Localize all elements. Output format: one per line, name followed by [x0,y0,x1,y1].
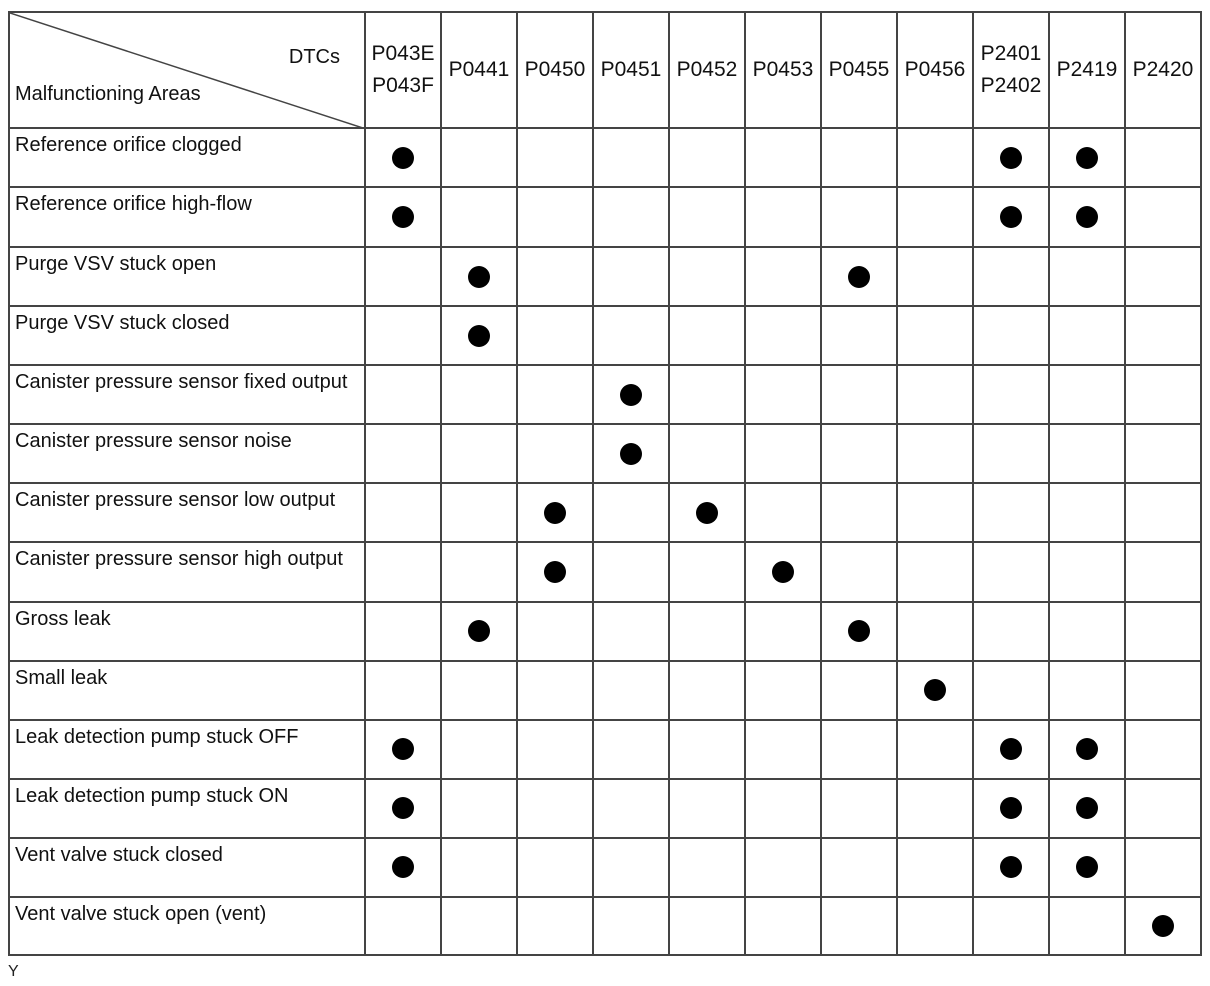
dtc-mark-cell [1049,897,1125,955]
dtc-mark-cell [593,542,669,601]
dtc-mark-cell [973,602,1049,661]
table-body [9,128,1201,955]
dtc-mark-cell [897,483,973,542]
dtc-mark-cell [365,720,441,779]
table-row [9,602,1201,661]
dtc-mark-cell [365,542,441,601]
table-row [9,897,1201,955]
dtc-mark-cell [365,306,441,365]
table-row [9,838,1201,897]
dtc-mark-cell [821,838,897,897]
dtc-mark-cell [441,661,517,720]
table-row [9,187,1201,247]
applicable-dot-icon [468,325,490,347]
dtc-mark-cell [821,247,897,306]
dtc-matrix-table [8,11,1202,956]
dtc-mark-cell [593,661,669,720]
dtc-code-header [745,12,821,128]
applicable-dot-icon [1076,206,1098,228]
dtc-mark-cell [593,424,669,483]
applicable-dot-icon [1152,915,1174,937]
dtc-mark-cell [593,247,669,306]
applicable-dot-icon [468,620,490,642]
dtc-mark-cell [1125,128,1201,187]
dtc-mark-cell [669,838,745,897]
dtc-mark-cell [973,365,1049,424]
dtc-code-label: P0453 [752,58,814,81]
dtc-mark-cell [821,483,897,542]
dtc-mark-cell [1125,187,1201,247]
dtc-mark-cell [517,542,593,601]
dtc-mark-cell [593,602,669,661]
dtc-mark-cell [1049,365,1125,424]
dtc-mark-cell [897,365,973,424]
table-row [9,128,1201,187]
malfunction-area-cell: Vent valve stuck closed [9,838,365,897]
dtc-mark-cell [973,720,1049,779]
malfunction-area-cell: Purge VSV stuck closed [9,306,365,365]
dtc-mark-cell [517,247,593,306]
malfunction-area-cell: Gross leak [9,602,365,661]
dtc-mark-cell [821,128,897,187]
dtc-mark-cell [593,483,669,542]
dtc-mark-cell [517,483,593,542]
applicable-dot-icon [772,561,794,583]
dtc-code-label: P043E [371,42,435,65]
malfunction-area-cell: Small leak [9,661,365,720]
dtc-mark-cell [593,365,669,424]
dtc-mark-cell [973,187,1049,247]
dtc-mark-cell [593,720,669,779]
dtc-mark-cell [745,838,821,897]
applicable-dot-icon [1000,147,1022,169]
dtc-mark-cell [669,720,745,779]
dtc-mark-cell [1049,306,1125,365]
applicable-dot-icon [696,502,718,524]
dtc-mark-cell [1049,483,1125,542]
dtc-mark-cell [1125,897,1201,955]
dtc-mark-cell [973,424,1049,483]
dtc-code-label: P0456 [904,58,966,81]
dtc-mark-cell [745,128,821,187]
malfunction-area-cell: Reference orifice high-flow [9,187,365,247]
dtc-mark-cell [1125,306,1201,365]
dtc-mark-cell [1125,838,1201,897]
dtc-mark-cell [1125,779,1201,838]
dtc-mark-cell [821,720,897,779]
dtc-mark-cell [745,602,821,661]
dtc-mark-cell [669,483,745,542]
dtc-mark-cell [669,542,745,601]
dtc-mark-cell [365,661,441,720]
dtc-mark-cell [973,838,1049,897]
table-row [9,720,1201,779]
dtc-mark-cell [517,424,593,483]
figure-code: Y [8,963,19,980]
dtc-code-label: P0450 [524,58,586,81]
dtc-mark-cell [973,483,1049,542]
malfunctioning-areas-label: Malfunctioning Areas [15,83,201,105]
applicable-dot-icon [544,502,566,524]
table-row [9,542,1201,601]
dtc-mark-cell [365,365,441,424]
dtc-code-label: P0452 [676,58,738,81]
dtc-code-header [669,12,745,128]
dtc-mark-cell [897,661,973,720]
dtc-code-header [1049,12,1125,128]
dtc-mark-cell [365,838,441,897]
malfunction-area-cell: Canister pressure sensor fixed output [9,365,365,424]
dtc-mark-cell [517,661,593,720]
dtc-mark-cell [1125,424,1201,483]
dtcs-label: DTCs [288,46,340,68]
dtc-code-label: P2401 [980,42,1042,65]
dtc-mark-cell [745,720,821,779]
dtc-mark-cell [745,897,821,955]
dtc-code-label: P0451 [600,58,662,81]
dtc-mark-cell [745,247,821,306]
dtc-mark-cell [365,424,441,483]
applicable-dot-icon [620,443,642,465]
header-row [9,12,1201,128]
dtc-mark-cell [897,187,973,247]
table-row [9,483,1201,542]
dtc-mark-cell [441,365,517,424]
dtc-mark-cell [1125,365,1201,424]
diagonal-divider [10,13,366,129]
dtc-mark-cell [669,128,745,187]
dtc-mark-cell [517,838,593,897]
applicable-dot-icon [848,266,870,288]
dtc-mark-cell [1049,247,1125,306]
header-corner-cell [9,12,365,128]
dtc-mark-cell [365,247,441,306]
dtc-code-header [593,12,669,128]
dtc-mark-cell [669,365,745,424]
dtc-mark-cell [365,602,441,661]
dtc-mark-cell [973,247,1049,306]
dtc-mark-cell [1125,602,1201,661]
applicable-dot-icon [392,797,414,819]
dtc-mark-cell [441,720,517,779]
dtc-mark-cell [1049,542,1125,601]
malfunction-area-cell: Purge VSV stuck open [9,247,365,306]
applicable-dot-icon [1000,206,1022,228]
dtc-code-label: P043F [372,74,434,97]
malfunction-area-cell: Canister pressure sensor low output [9,483,365,542]
dtc-mark-cell [821,306,897,365]
table-row [9,306,1201,365]
dtc-mark-cell [897,720,973,779]
dtc-mark-cell [441,542,517,601]
dtc-mark-cell [669,602,745,661]
applicable-dot-icon [392,147,414,169]
dtc-mark-cell [1125,720,1201,779]
dtc-mark-cell [821,542,897,601]
dtc-mark-cell [897,306,973,365]
dtc-mark-cell [897,838,973,897]
malfunction-area-cell: Leak detection pump stuck OFF [9,720,365,779]
applicable-dot-icon [1000,738,1022,760]
applicable-dot-icon [392,206,414,228]
malfunction-area-cell: Canister pressure sensor high output [9,542,365,601]
dtc-code-label: P2402 [980,74,1042,97]
dtc-mark-cell [973,542,1049,601]
dtc-mark-cell [745,306,821,365]
dtc-code-header [897,12,973,128]
dtc-mark-cell [517,602,593,661]
dtc-mark-cell [517,779,593,838]
dtc-mark-cell [517,720,593,779]
dtc-mark-cell [441,187,517,247]
dtc-mark-cell [821,365,897,424]
dtc-mark-cell [365,897,441,955]
dtc-mark-cell [441,838,517,897]
malfunction-area-cell: Reference orifice clogged [9,128,365,187]
dtc-mark-cell [745,365,821,424]
dtc-mark-cell [669,661,745,720]
dtc-mark-cell [821,187,897,247]
table-row [9,424,1201,483]
applicable-dot-icon [392,738,414,760]
dtc-mark-cell [593,187,669,247]
dtc-mark-cell [897,424,973,483]
dtc-code-label: P2420 [1132,58,1194,81]
dtc-mark-cell [669,247,745,306]
dtc-mark-cell [1125,661,1201,720]
dtc-mark-cell [593,779,669,838]
dtc-mark-cell [897,542,973,601]
dtc-mark-cell [669,187,745,247]
dtc-code-label: P2419 [1056,58,1118,81]
applicable-dot-icon [1076,147,1098,169]
dtc-mark-cell [1125,483,1201,542]
dtc-mark-cell [745,542,821,601]
dtc-mark-cell [1049,128,1125,187]
malfunction-area-cell: Vent valve stuck open (vent) [9,897,365,955]
dtc-code-label: P0455 [828,58,890,81]
dtc-mark-cell [745,483,821,542]
dtc-mark-cell [441,247,517,306]
dtc-mark-cell [1049,838,1125,897]
applicable-dot-icon [392,856,414,878]
dtc-mark-cell [1049,424,1125,483]
applicable-dot-icon [1000,797,1022,819]
dtc-mark-cell [897,247,973,306]
dtc-mark-cell [973,897,1049,955]
dtc-mark-cell [821,897,897,955]
dtc-mark-cell [441,602,517,661]
dtc-mark-cell [365,779,441,838]
applicable-dot-icon [620,384,642,406]
applicable-dot-icon [924,679,946,701]
dtc-mark-cell [593,838,669,897]
dtc-mark-cell [669,779,745,838]
dtc-mark-cell [745,424,821,483]
dtc-mark-cell [669,306,745,365]
dtc-mark-cell [517,306,593,365]
applicable-dot-icon [1076,797,1098,819]
applicable-dot-icon [1000,856,1022,878]
dtc-mark-cell [593,897,669,955]
applicable-dot-icon [544,561,566,583]
dtc-mark-cell [669,424,745,483]
dtc-mark-cell [973,779,1049,838]
dtc-code-header [1125,12,1201,128]
dtc-mark-cell [517,897,593,955]
dtc-mark-cell [897,779,973,838]
dtc-mark-cell [517,365,593,424]
dtc-mark-cell [593,306,669,365]
dtc-mark-cell [973,661,1049,720]
table-row [9,247,1201,306]
malfunction-area-cell: Canister pressure sensor noise [9,424,365,483]
dtc-mark-cell [441,128,517,187]
dtc-mark-cell [973,306,1049,365]
dtc-mark-cell [745,661,821,720]
dtc-mark-cell [745,187,821,247]
dtc-mark-cell [593,128,669,187]
applicable-dot-icon [848,620,870,642]
table-row [9,661,1201,720]
dtc-mark-cell [1125,542,1201,601]
dtc-mark-cell [897,602,973,661]
dtc-code-header [441,12,517,128]
dtc-mark-cell [1049,661,1125,720]
dtc-mark-cell [441,424,517,483]
dtc-mark-cell [517,187,593,247]
dtc-mark-cell [1049,187,1125,247]
dtc-mark-cell [441,897,517,955]
applicable-dot-icon [1076,856,1098,878]
dtc-mark-cell [441,306,517,365]
dtc-code-label: P0441 [448,58,510,81]
dtc-mark-cell [973,128,1049,187]
dtc-code-header [365,12,441,128]
dtc-mark-cell [441,779,517,838]
table-row [9,365,1201,424]
dtc-mark-cell [821,661,897,720]
dtc-mark-cell [1049,779,1125,838]
table-row [9,779,1201,838]
dtc-mark-cell [441,483,517,542]
dtc-mark-cell [897,897,973,955]
malfunction-area-cell: Leak detection pump stuck ON [9,779,365,838]
applicable-dot-icon [468,266,490,288]
dtc-mark-cell [1049,602,1125,661]
dtc-mark-cell [745,779,821,838]
dtc-mark-cell [669,897,745,955]
dtc-code-header [821,12,897,128]
dtc-code-header [517,12,593,128]
dtc-mark-cell [365,483,441,542]
dtc-mark-cell [821,779,897,838]
dtc-mark-cell [821,424,897,483]
dtc-mark-cell [517,128,593,187]
dtc-mark-cell [365,187,441,247]
dtc-mark-cell [365,128,441,187]
dtc-mark-cell [1125,247,1201,306]
dtc-mark-cell [821,602,897,661]
dtc-mark-cell [897,128,973,187]
dtc-code-header [973,12,1049,128]
dtc-mark-cell [1049,720,1125,779]
applicable-dot-icon [1076,738,1098,760]
